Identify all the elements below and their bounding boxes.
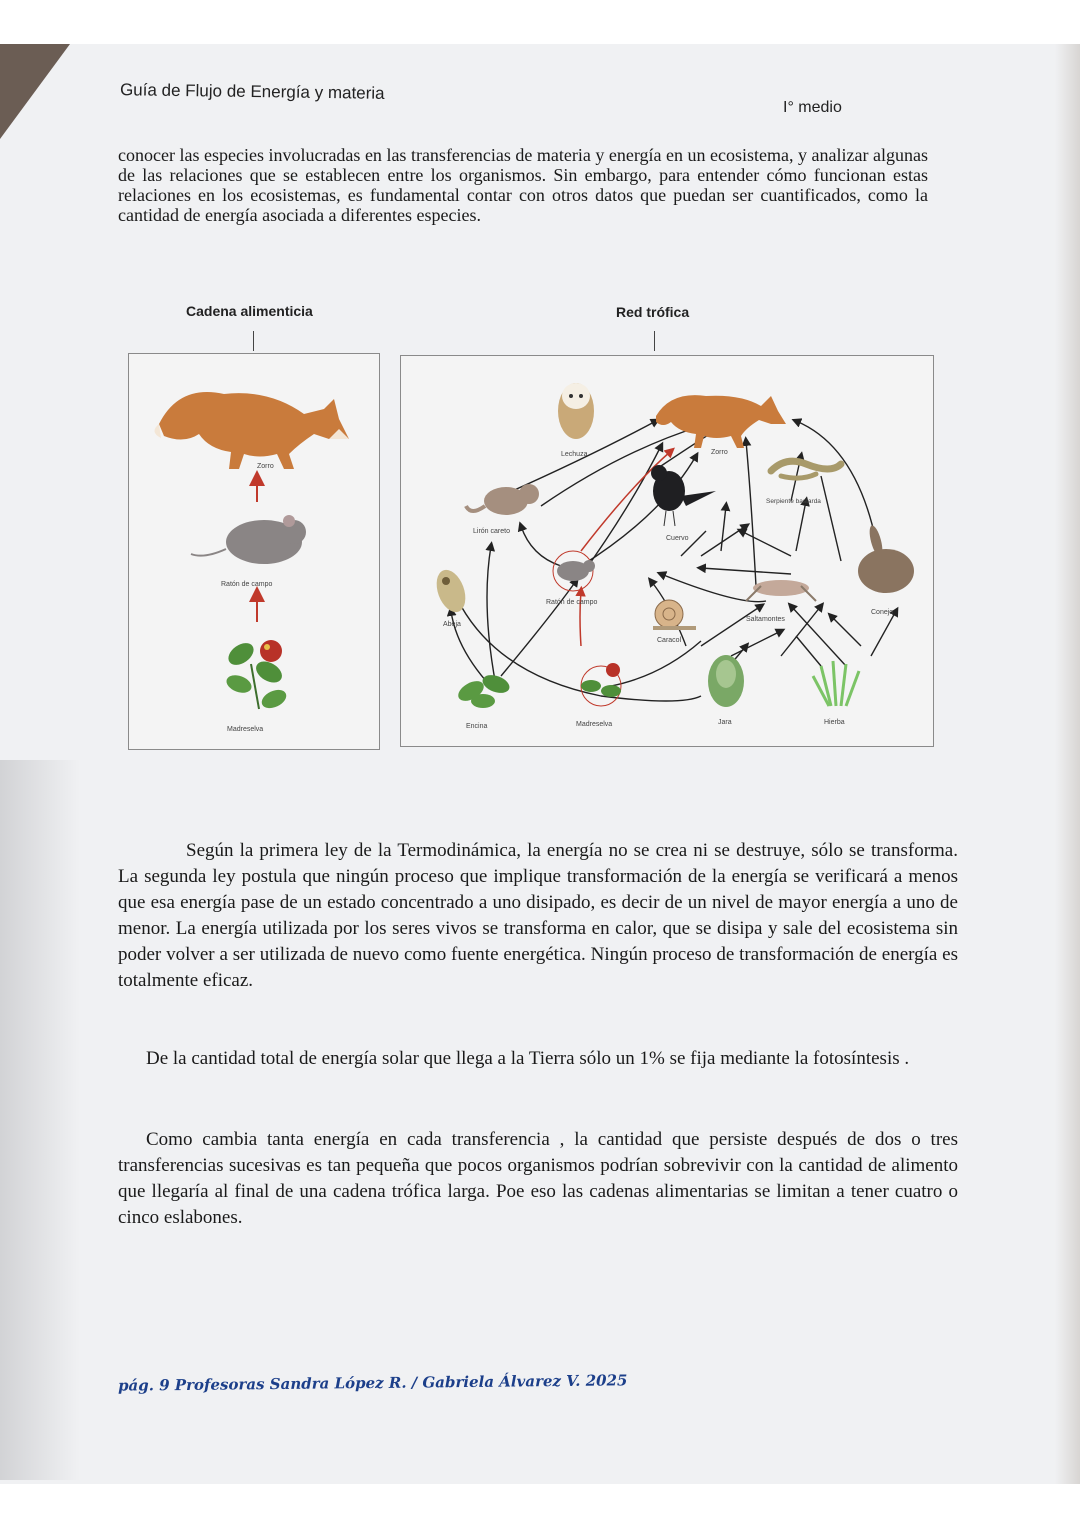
food-chain-panel bbox=[128, 353, 380, 750]
hand-shadow bbox=[0, 760, 80, 1480]
corner-shadow bbox=[0, 44, 70, 139]
rabbit-illustration bbox=[858, 524, 914, 593]
paper-sheet bbox=[0, 44, 1080, 1484]
background-bottom bbox=[0, 1484, 1080, 1527]
web-label-zorro: Zorro bbox=[711, 449, 728, 456]
intro-paragraph: conocer las especies involucradas en las transferencias de materia y energía en un ecosistema, y analizar algunas de las relaciones que se establecen entre los organismos. Sin embargo, para entender cómo funcionan estas relaciones en los ecosistemas, es fundamental contar con otros datos que puedan ser cuantificados, como la cantidad de energía asociada a diferentes especies. bbox=[118, 145, 928, 225]
grade-level: I° medio bbox=[783, 99, 842, 116]
web-mouse-illustration bbox=[553, 551, 595, 591]
web-fox-illustration bbox=[656, 395, 786, 448]
chain-label-zorro: Zorro bbox=[257, 463, 274, 470]
rockrose-illustration bbox=[708, 655, 744, 707]
web-title: Red trófica bbox=[616, 304, 690, 320]
chain-label-madreselva: Madreselva bbox=[227, 726, 264, 733]
web-label-hierba: Hierba bbox=[824, 719, 845, 726]
web-label-serpiente: Serpiente bastarda bbox=[766, 498, 821, 505]
web-label-madreselva: Madreselva bbox=[576, 721, 613, 728]
web-label-saltamontes: Saltamontes bbox=[746, 616, 785, 623]
grass-illustration bbox=[813, 661, 859, 706]
web-label-conejo: Conejo bbox=[871, 609, 894, 616]
web-label-encina: Encina bbox=[466, 723, 488, 730]
page-footer: pág. 9 Profesoras Sandra López R. / Gabriela Álvarez V. 2025 bbox=[117, 1371, 628, 1395]
snail-illustration bbox=[653, 600, 696, 628]
bee-illustration bbox=[431, 566, 470, 616]
chain-label-raton: Ratón de campo bbox=[221, 581, 273, 588]
food-web-panel bbox=[400, 355, 934, 747]
web-label-lechuza: Lechuza bbox=[561, 451, 588, 458]
web-title-pointer bbox=[654, 331, 655, 351]
paragraph-thermodynamics: Según la primera ley de la Termodinámica, la energía no se crea ni se destruye, sólo se transforma. La segunda ley postula que ningún proceso que implique transformación de la energía se verificará a menos que esa energía pase de un estado concentrado a uno disipado, es decir de un nivel de mayor energía a uno de menor. La energía utilizada por los seres vivos se transforma en calor, que se disipa y sale del ecosistema sin poder volver a ser utilizada de nuevo como fuente energética. Ningún proceso de transformación de energía es totalmente eficaz. bbox=[118, 840, 958, 991]
chain-title: Cadena alimenticia bbox=[186, 303, 313, 319]
owl-illustration bbox=[558, 383, 594, 439]
guide-title: Guía de Flujo de Energía y materia bbox=[119, 80, 385, 103]
paragraph-photosynthesis: De la cantidad total de energía solar que llega a la Tierra sólo un 1% se fija mediante la fotosíntesis . bbox=[146, 1048, 910, 1069]
food-chain-diagram bbox=[129, 354, 379, 749]
chain-title-pointer bbox=[253, 331, 254, 351]
web-label-caracol: Caracol bbox=[657, 637, 682, 644]
food-web-arrows bbox=[451, 421, 896, 701]
web-label-raton: Ratón de campo bbox=[546, 599, 598, 606]
web-label-abeja: Abeja bbox=[443, 621, 461, 628]
snake-illustration bbox=[771, 461, 841, 478]
fox-illustration bbox=[154, 392, 349, 469]
mouse-illustration bbox=[191, 515, 306, 564]
web-label-liron: Lirón careto bbox=[473, 528, 510, 535]
honeysuckle-illustration bbox=[224, 639, 289, 712]
dormouse-illustration bbox=[466, 484, 539, 515]
paragraph-trophic-chain: Como cambia tanta energía en cada transferencia , la cantidad que persiste después de dos o tres transferencias sucesivas es tan pequeña que pocos organismos podrían sobrevivir con la cantidad de alimento que llegaría al final de una cadena trófica larga. Poe eso las cadenas alimentarias se limitan a tener cuatro o cinco eslabones. bbox=[118, 1129, 958, 1228]
background-top bbox=[0, 0, 1080, 44]
page-edge-shade bbox=[1055, 44, 1080, 1484]
food-web-diagram bbox=[401, 356, 933, 746]
web-label-cuervo: Cuervo bbox=[666, 535, 689, 542]
web-label-jara: Jara bbox=[718, 719, 732, 726]
